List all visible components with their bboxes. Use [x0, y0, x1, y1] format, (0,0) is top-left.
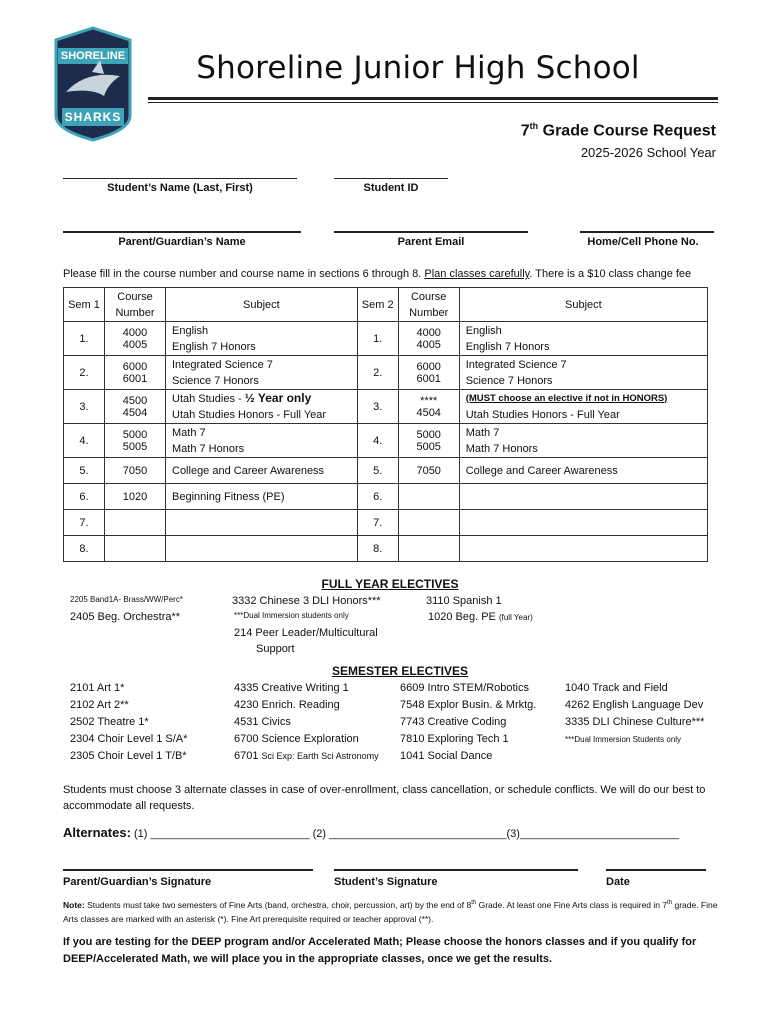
course-number-header: Course Number — [105, 288, 166, 322]
course-number: 4504 — [416, 406, 441, 419]
semester-electives-heading: SEMESTER ELECTIVES — [331, 664, 469, 678]
school-name: Shoreline Junior High School — [196, 50, 640, 86]
note-sup: th — [667, 900, 673, 906]
course-number: 5005 — [122, 440, 148, 453]
course-subject: English 7 Honors — [172, 340, 256, 353]
course-subject: Science 7 Honors — [465, 374, 553, 387]
course-subject: English — [172, 324, 209, 337]
list-item: 6700 Science Exploration — [234, 733, 359, 745]
row-sem: 1. — [64, 322, 105, 356]
course-subject: Integrated Science 7 — [172, 358, 273, 371]
row-course-numbers — [398, 322, 459, 356]
student-id-label: Student ID — [363, 182, 419, 194]
list-item: 7548 Explor Busin. & Mrktg. — [400, 699, 537, 711]
phone-field[interactable] — [580, 231, 714, 233]
student-signature-field[interactable] — [334, 869, 578, 871]
instructions-emphasis: Plan classes carefully — [424, 268, 530, 280]
list-item: 6609 Intro STEM/Robotics — [400, 682, 530, 694]
row-sem: 4. — [357, 424, 398, 458]
course-number: 1020 — [105, 484, 166, 510]
list-item: 2102 Art 2** — [70, 699, 129, 711]
course-subject-input[interactable] — [459, 536, 707, 562]
form-title-sup: th — [529, 121, 539, 131]
row-course-numbers — [105, 390, 166, 424]
instructions-text: Please fill in the course number and course name in sections 6 through 8. — [63, 268, 425, 280]
course-subject: Math 7 — [172, 426, 206, 439]
parent-signature-field[interactable] — [63, 869, 313, 871]
row-subjects — [166, 424, 358, 458]
row-course-numbers — [105, 356, 166, 390]
list-item: 4262 English Language Dev — [565, 699, 704, 711]
table-row — [64, 536, 708, 562]
list-item: 3335 DLI Chinese Culture*** — [565, 716, 705, 728]
alternates-fields[interactable]: (1) __________________________ (2) _____________________________(3)__________________________ — [133, 828, 680, 840]
course-subject: Utah Studies Honors - Full Year — [172, 409, 327, 421]
course-number-input[interactable] — [398, 484, 459, 510]
date-label: Date — [606, 876, 630, 888]
row-sem: 4. — [64, 424, 105, 458]
course-number: 6001 — [416, 372, 441, 385]
course-number: 6001 — [122, 372, 148, 385]
elective-peer-leader-line2: Support — [256, 643, 295, 655]
date-field[interactable] — [606, 869, 706, 871]
list-item: 7810 Exploring Tech 1 — [400, 733, 509, 745]
list-item: 2304 Choir Level 1 S/A* — [70, 733, 188, 745]
course-subject: College and Career Awareness — [166, 458, 358, 484]
parent-email-field[interactable] — [334, 231, 528, 233]
course-number: 4005 — [122, 338, 148, 351]
parent-name-label: Parent/Guardian’s Name — [118, 236, 246, 248]
list-item-text: Sci Exp: Earth Sci Astronomy — [261, 751, 379, 761]
instructions — [63, 268, 691, 280]
list-item: 4230 Enrich. Reading — [234, 699, 340, 711]
course-number-input[interactable] — [105, 536, 166, 562]
fine-arts-note — [63, 896, 718, 926]
note-text: Grade. At least one Fine Arts class is required in 7 — [476, 899, 668, 910]
row-sem: 5. — [64, 458, 105, 484]
instructions-fee: . There is a $10 class change fee — [529, 268, 692, 280]
course-number: 5000 — [122, 428, 148, 441]
course-number-input[interactable] — [398, 510, 459, 536]
elective-beg-pe-note: (full Year) — [498, 613, 533, 622]
row-subjects — [166, 356, 358, 390]
course-subject-text: Utah Studies - — [172, 393, 245, 405]
table-row — [64, 458, 708, 484]
course-table — [63, 287, 708, 562]
note-sup: th — [471, 900, 477, 906]
row-sem: 8. — [357, 536, 398, 562]
phone-label: Home/Cell Phone No. — [587, 236, 699, 248]
row-subjects — [459, 424, 707, 458]
row-course-numbers — [105, 424, 166, 458]
elective-spanish: 3110 Spanish 1 — [426, 595, 502, 607]
alternates-label: Alternates: — [63, 825, 131, 840]
course-number: 6000 — [122, 360, 148, 373]
elective-requirement-note: (MUST choose an elective if not in HONORS) — [465, 392, 668, 404]
course-number: 4005 — [416, 338, 441, 351]
alternates-row[interactable] — [63, 825, 679, 840]
elective-band: 2205 Band1A- Brass/WW/Perc* — [70, 595, 183, 604]
table-row — [64, 424, 708, 458]
row-sem: 6. — [357, 484, 398, 510]
school-logo — [52, 26, 134, 142]
row-course-numbers — [398, 356, 459, 390]
list-item-number: 6701 — [234, 750, 259, 762]
school-year: 2025-2026 School Year — [580, 145, 716, 160]
logo-top-text: SHORELINE — [60, 50, 126, 62]
course-subject: Beginning Fitness (PE) — [166, 484, 358, 510]
form-title-rest: Grade Course Request — [538, 122, 716, 140]
course-number: 4500 — [122, 394, 148, 407]
list-item: 4531 Civics — [234, 716, 291, 728]
row-subjects — [459, 390, 707, 424]
semester-electives-col2 — [234, 680, 379, 765]
sem1-header: Sem 1 — [64, 288, 105, 322]
course-number: 4000 — [122, 326, 148, 339]
note-label: Note: — [63, 899, 85, 910]
list-item — [234, 748, 379, 765]
course-subject: English 7 Honors — [465, 340, 550, 353]
elective-orchestra: 2405 Beg. Orchestra** — [70, 611, 181, 623]
course-number: 6000 — [416, 360, 441, 373]
course-subject: College and Career Awareness — [459, 458, 707, 484]
list-item-note: ***Dual Immersion Students only — [565, 735, 682, 744]
student-name-label: Student’s Name (Last, First) — [107, 182, 253, 194]
list-item: 2305 Choir Level 1 T/B* — [70, 750, 187, 762]
full-year-electives-heading: FULL YEAR ELECTIVES — [321, 577, 459, 591]
deep-notice: If you are testing for the DEEP program and/or Accelerated Math; Please choose the honors classes and if you qualify for DEEP/Accelerated Math, we will place you in the appropriate classes, once we get the results. — [63, 936, 697, 965]
course-subject-input[interactable] — [166, 536, 358, 562]
row-course-numbers — [398, 390, 459, 424]
course-subject — [172, 390, 357, 407]
course-number-input[interactable] — [105, 510, 166, 536]
course-subject: Math 7 Honors — [172, 442, 245, 455]
course-subject-input[interactable] — [459, 510, 707, 536]
row-sem: 1. — [357, 322, 398, 356]
list-item: 2502 Theatre 1* — [70, 716, 149, 728]
student-name-field[interactable] — [63, 178, 297, 179]
row-sem: 3. — [357, 390, 398, 424]
elective-chinese: 3332 Chinese 3 DLI Honors*** — [232, 595, 381, 607]
row-sem: 2. — [357, 356, 398, 390]
course-number: 4000 — [416, 326, 441, 339]
subject-header-2: Subject — [459, 288, 707, 322]
row-course-numbers — [105, 322, 166, 356]
row-sem: 6. — [64, 484, 105, 510]
table-header-row — [64, 288, 708, 322]
course-number: 5000 — [416, 428, 441, 441]
table-row — [64, 510, 708, 536]
course-subject: Utah Studies Honors - Full Year — [465, 408, 620, 421]
logo-bottom-text: SHARKS — [64, 110, 122, 124]
list-item: 7743 Creative Coding — [400, 716, 507, 728]
semester-electives-col4 — [565, 680, 704, 748]
subject-header: Subject — [166, 288, 358, 322]
row-subjects — [166, 322, 358, 356]
course-number: **** — [420, 394, 438, 407]
alternates-paragraph: Students must choose 3 alternate classes in case of over-enrollment, class cancellation, or schedule conflicts. We will do our best to accommodate all requests. — [63, 784, 706, 812]
course-number-input[interactable] — [398, 536, 459, 562]
elective-dual-note: ***Dual Immersion students only — [234, 611, 349, 620]
title-rule — [148, 97, 718, 100]
list-item: 4335 Creative Writing 1 — [234, 682, 349, 694]
row-subjects — [166, 390, 358, 424]
list-item: 2101 Art 1* — [70, 682, 125, 694]
note-text: grade. Fine Arts classes are marked with an asterisk (*). Fine Art prerequisite required or teacher approval (**). — [63, 899, 718, 924]
student-signature-label: Student’s Signature — [334, 876, 438, 888]
row-sem: 7. — [64, 510, 105, 536]
row-sem: 5. — [357, 458, 398, 484]
list-item: 1040 Track and Field — [565, 682, 668, 694]
semester-electives-col1 — [70, 680, 187, 765]
course-subject: Math 7 Honors — [465, 442, 538, 455]
row-sem: 3. — [64, 390, 105, 424]
parent-signature-label: Parent/Guardian’s Signature — [63, 876, 212, 888]
table-row — [64, 356, 708, 390]
course-number-header-2: Course Number — [398, 288, 459, 322]
sem2-header: Sem 2 — [357, 288, 398, 322]
title-rule-thin — [148, 102, 718, 103]
course-number: 7050 — [398, 458, 459, 484]
form-title-grade: 7 — [520, 122, 530, 140]
student-id-field[interactable] — [334, 178, 448, 179]
table-row — [64, 322, 708, 356]
form-title — [521, 121, 716, 140]
row-course-numbers — [398, 424, 459, 458]
course-subject: Science 7 Honors — [172, 374, 259, 387]
course-number: 4504 — [122, 406, 148, 419]
course-subject: English — [465, 324, 502, 337]
table-row — [64, 390, 708, 424]
elective-beg-pe — [428, 609, 533, 626]
course-subject-input[interactable] — [166, 510, 358, 536]
half-year-note: ½ Year only — [244, 391, 312, 405]
course-number: 5005 — [416, 440, 441, 453]
semester-electives-col3 — [400, 680, 536, 765]
course-subject-input[interactable] — [459, 484, 707, 510]
row-sem: 8. — [64, 536, 105, 562]
parent-name-field[interactable] — [63, 231, 301, 233]
row-subjects — [459, 356, 707, 390]
note-text: Students must take two semesters of Fine Arts (band, orchestra, choir, percussion, art) by the end of 8 — [84, 899, 472, 910]
elective-beg-pe-text: 1020 Beg. PE — [428, 611, 496, 623]
list-item: 1041 Social Dance — [400, 750, 493, 762]
elective-peer-leader: 214 Peer Leader/Multicultural — [234, 627, 378, 639]
course-subject: Integrated Science 7 — [465, 358, 567, 371]
row-sem: 2. — [64, 356, 105, 390]
parent-email-label: Parent Email — [397, 236, 465, 248]
course-subject: Math 7 — [465, 426, 500, 439]
row-sem: 7. — [357, 510, 398, 536]
row-subjects — [459, 322, 707, 356]
table-row — [64, 484, 708, 510]
course-number: 7050 — [105, 458, 166, 484]
